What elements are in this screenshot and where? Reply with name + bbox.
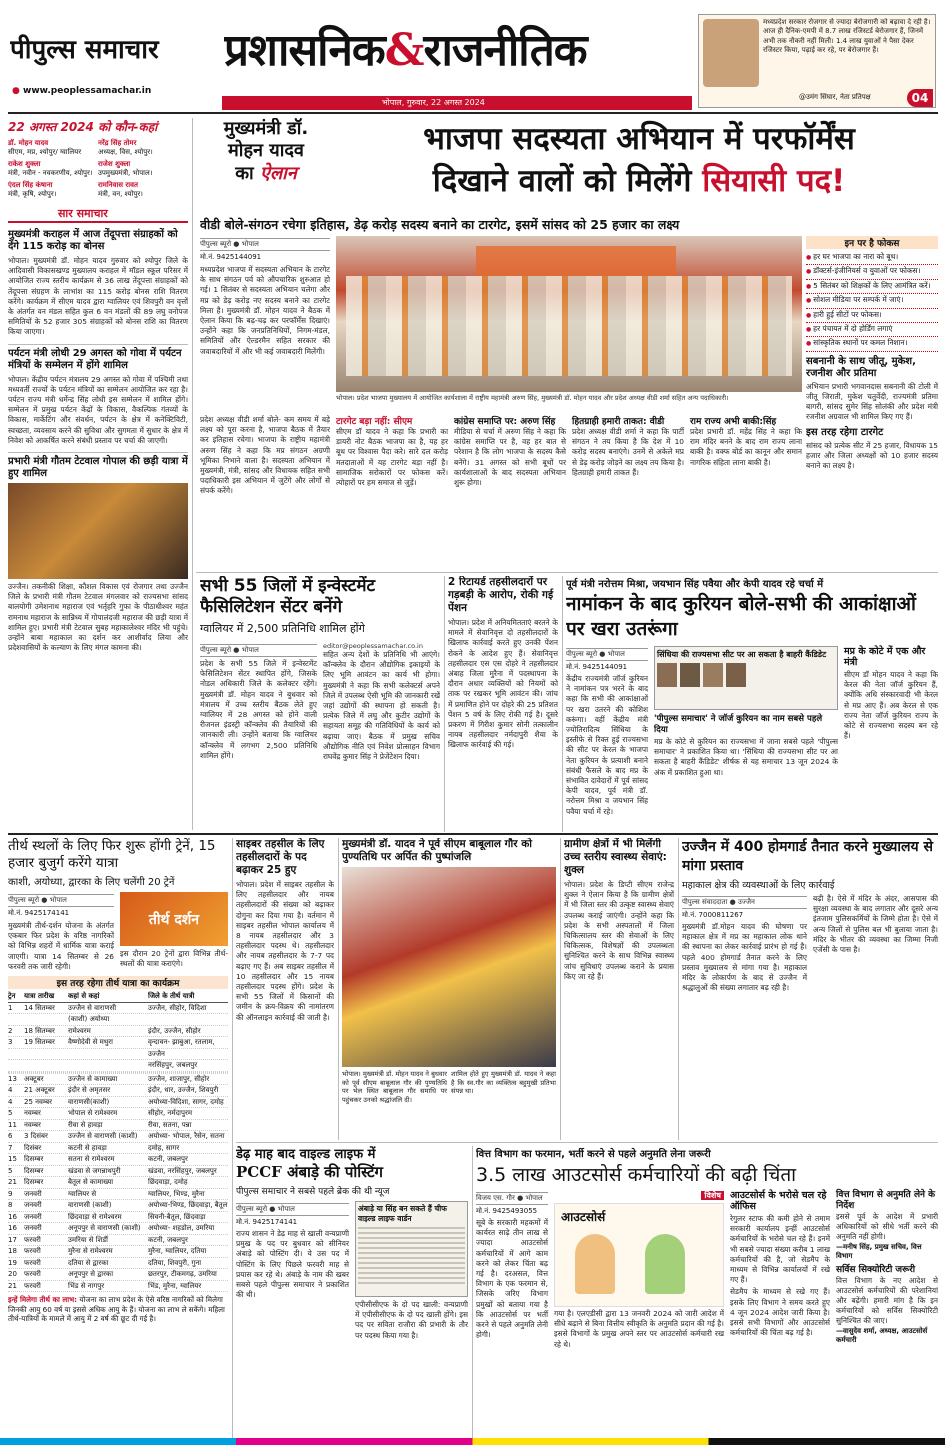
table-row [8, 1097, 228, 1109]
table-cell: रामेश्वरम [68, 1026, 91, 1035]
clip-photo [680, 663, 700, 687]
registration-strip [0, 1438, 945, 1445]
investment-story: सभी 55 जिलों में इन्वेस्टमेंट फैसिलिटेशन सेंटर बनेंगे ग्वालियर में 2,500 प्रतिनिधि शामिल होंगे पीपुल्स ब्यूरो ● भोपाल प्रदेश के सभी 55 जिले में इन्वेस्टमेंट फेसिलिटेशन सेंटर स्थापित होंगे, जिसके नोडल अधिकारी जिले के कलेक्टर रहेंगे। मुख्यमंत्री डॉ. मोहन यादव ने बुधवार को मंत्रालय में उच्च स्तरीय बैठक लेते हुए ग्वालियर में 28 अगस्त को होने वाली रीजनल इंडस्ट्री कॉन्क्लेव की तैयारियों की जानकारी ली। उन्होंने बताया कि ग्वालियर कॉन्क्लेव में लगभग 2,500 प्रतिनिधि शामिल होंगे। editor@peoplessamachar.co.in सहित अन्य देशों के प्रतिनिधि भी आएंगे। कॉन्क्लेव के दौरान औद्योगिक इकाइयों के लिए भूमि आवंटन का कार्य भी होगा। मुख्यमंत्री ने कहा कि सभी कलेक्टर्स अपने जिले में उपलब्ध ऐसी भूमि की जानकारी रखें जहां उद्योगों की स्थापना हो सकती है। प्रत्येक जिले में लघु और कुटीर उद्योगों के सहायता समूह की गतिविधियों के कार्य को बढ़ाया जाए। बैठक में प्रमुख सचिव औद्योगिक नीति एवं निवेश प्रोत्साहन विभाग राघवेंद्र कुमार सिंह ने प्रेजेंटेशन दिया। [200, 576, 440, 762]
table-cell: फरवरी [24, 1235, 41, 1244]
news-1-body: भोपाल। मुख्यमंत्री डॉ. मोहन यादव गुरुवार को श्योपुर जिले के आदिवासी विकासखण्ड मुख्यालय कराहल में मॉडल स्कूल परिसर में आयोजित राज्य स्तरीय कार्यक्रम से 36 लाख तेंदूपत्ता संग्राहकों को तेंदूपत्ता संग्रहण के लाभांश का 115 करोड़ बोनस राशि वितरण करेंगे। कार्यक्रम में सीएम यादव द्वारा ग्वालियर एवं शिवपुरी वन वृत्तों के अंतर्गत वन मंडल सहित कुल 6 वन मंडलों की 89 लघु वनोपज समितियों के 52 हजार 305 संग्राहकों को बोनस राशि का वितरण किया जाएगा। [8, 256, 188, 337]
column-divider [232, 838, 233, 1438]
investment-subhead: ग्वालियर में 2,500 प्रतिनिधि शामिल होंगे [200, 622, 365, 635]
table-cell [8, 1014, 24, 1025]
table-cell: छिंदवाड़ा से रामेश्वरम [68, 1212, 122, 1221]
target-body: सांसद को प्रत्येक सीट में 25 हजार, विधायक 15 हजार और जिला अध्यक्षों को 10 हजार सदस्य बनाने का लक्ष्य है। [806, 440, 938, 471]
table-row [8, 1014, 228, 1026]
table-cell: 11 [8, 1120, 17, 1129]
tirth-rows [8, 1003, 228, 1293]
lead-subhead: वीडी बोले-संगठन रचेगा इतिहास, डेढ़ करोड़ सदस्य बनाने का टारगेट, इसमें सांसद को 25 हजार का लक्ष्य [200, 217, 680, 232]
gramin-headline[interactable]: ग्रामीण क्षेत्रों में भी मिलेंगी उच्च स्तरीय स्वास्थ्य सेवाएं: शुक्ल [564, 838, 667, 876]
table-cell: 4 [8, 1086, 13, 1095]
table-cell: अक्टूबर [24, 1074, 44, 1083]
tirth-table-title: इस तरह रहेगा तीर्थ यात्रा का कार्यक्रम [8, 976, 228, 989]
table-cell: 13 [8, 1074, 17, 1083]
quote-box [698, 14, 936, 108]
table-cell: ग्वालियर, भिण्ड, मुरैना [148, 1189, 205, 1198]
table-cell: नरसिंहपुर, जबलपुर [148, 1061, 198, 1070]
schedule-item: डॉ. मोहन यादव सीएम, मप्र, श्योपुर/ ग्वालियर [8, 139, 82, 156]
pccf-story: डेढ़ माह बाद वाइल्ड लाइफ में PCCF अंबाड़े की पोस्टिंग पीपुल्स समाचार ने सबसे पहले ब्रेक की थी न्यूज पीपुल्स ब्यूरो ● भोपाल मो.नं. 9425174141 राज्य शासन ने डेढ़ माह से खाली वन्यप्राणी प्रमुख के पद पर बुधवार को सीनियर अंबाड़े को पोस्टिंग दी। ये उस पद में पोस्टिंग के लिए पिछले फरवरी माह से प्रयास कर रहे थे। अंबाड़े के नाम की खबर सबसे पहले पीपुल्स समाचार ने प्रकाशित की थी। अंबाड़े या सिंह बन सकते हैं चीफ वाइल्ड लाइफ वार्डन एपीसीसीएफ के दो पद खाली: वन्यप्राणी में एपीसीसीएफ के दो पद खाली होंगे। इस पद पर सविता राजौरा की प्रभारी के तौर पर पदस्थ किया गया है। [236, 1147, 468, 1340]
table-row [8, 1177, 228, 1189]
pushpanjali-headline[interactable]: मुख्यमंत्री डॉ. यादव ने पूर्व सीएम बाबूलाल गौर को पुण्यतिथि पर अर्पित की पुष्पांजलि [342, 838, 533, 863]
outsource-cartoon: आउटसोर्स [554, 1203, 724, 1307]
schedule-item: रामनिवास रावत मंत्री, वन, श्योपुर। [98, 181, 143, 198]
pccf-clipping: अंबाड़े या सिंह बन सकते हैं चीफ वाइल्ड लाइफ वार्डन [355, 1201, 468, 1297]
table-cell: इंदौर, उज्जैन, सीहोर [148, 1026, 201, 1035]
table-cell: वाराणसी (काशी) [68, 1201, 112, 1210]
outsource-kicker: वित्त विभाग का फरमान, भर्ती करने से पहले अनुमति लेना जरूरी [476, 1149, 711, 1160]
news-3-headline[interactable]: प्रभारी मंत्री गौतम टेटवाल गोपाल की छड़ी यात्रा में हुए शामिल [8, 452, 188, 480]
column-divider [192, 118, 193, 830]
ampersand: & [384, 25, 424, 76]
table-row [8, 1166, 228, 1178]
masthead-divider [8, 112, 938, 114]
kurian-headline[interactable]: नामांकन के बाद कुरियन बोले-सभी की आकांक्षाओं पर खरा उतरूंगा [566, 593, 916, 640]
table-cell: भोपाल से रामेश्वरम [68, 1109, 118, 1118]
cartoon-figure [575, 1234, 615, 1294]
column-divider [560, 838, 561, 1140]
focus-list: ● हर घर भाजपा का नारा को बूथ। ● डॉक्टर्स-इंजीनियर्स व युवाओं पर फोकस। ● 5 सितंबर को शिक्षकों के लिए आमंत्रित करें। ● सोशल मीडिया पर सम्पर्क में जाएं। ● हारी हुई सीटों पर फोकस। ● हर पंचायत में दो होर्डिंग लगाएं ● सांस्कृतिक स्थानों पर कमल निशान। [806, 251, 938, 352]
table-cell: नवम्बर [24, 1109, 41, 1118]
vishesh-badge: विशेष [554, 1190, 724, 1201]
table-row [8, 1108, 228, 1120]
column-divider [444, 576, 445, 832]
lead-bottom-rule [196, 572, 938, 573]
tirth-subhead: काशी, अयोध्या, द्वारका के लिए चलेंगी 20 ट्रेनें [8, 877, 175, 888]
table-cell: फरवरी [24, 1281, 41, 1290]
news-3-body: उज्जैन। तकनीकी शिक्षा, कौशल विकास एवं रोजगार तथा उज्जैन जिले के प्रभारी मंत्री गौतम टेटवाल मंगलवार को राज्यसभा सांसद बालयोगी उमेशनाथ महाराज एवं भर्तृहरि गुफा के पीठाधीश्वर महंत रामनाथ महाराज के सान्निध्य में गोपालंदजी महाराज की छड़ी यात्रा में शामिल हुए। प्रभारी मंत्री टेटवाल सुबह महाकालेश्वर मंदिर भी पहुंचे। उन्होंने बाबा महाकाल का दर्शन कर आशीर्वाद लिया और प्रदेशवासियों के कल्याण के लिए मंगल कामना की। [8, 582, 188, 653]
tirth-table [8, 991, 228, 1292]
pushpanjali-photo [342, 867, 556, 1067]
table-cell: उमरिया से शिर्डी [68, 1235, 108, 1244]
cyber-body: भोपाल। प्रदेश में साइबर तहसील के लिए तहसीलदार और नायब तहसीलदारों की संख्या को बढ़ाकर दोगुना कर दिया गया है। वर्तमान में साइबर तहसील भोपाल कार्यालय में 8 नायब तहसीलदार और 3 तहसीलदार पदस्थ थे। तहसीलदार और नायब तहसीलदार के 7-7 पद बढ़ाए गए हैं। अब साइबर तहसील में 10 तहसीलदार और 15 नायब तहसीलदार पदस्थ होंगे। प्रदेश के सभी 55 जिलों में किसानों की जमीन के क्रय-विक्रय की नामांतरण की ऑनलाइन कार्रवाई की जाती है। [236, 880, 334, 1022]
table-cell: जनवरी [24, 1212, 42, 1221]
table-cell [24, 1014, 68, 1025]
table-cell: अयोध्या-भिण्ड, छिंदवाड़ा, बैतूल [148, 1201, 228, 1210]
people-row [346, 276, 792, 376]
table-row [8, 1246, 228, 1258]
table-cell: 18 [8, 1247, 17, 1256]
focus-title: इन पर है फोकस [806, 236, 938, 249]
table-cell: 2 [8, 1026, 13, 1035]
table-cell: 15 [8, 1155, 17, 1164]
table-cell: नवम्बर [24, 1120, 41, 1129]
schedule-item: राकेश शुक्ला मंत्री, नवीन - नवकरणीय, श्योपुर। [8, 160, 93, 177]
table-cell: 17 [8, 1235, 17, 1244]
pension-headline[interactable]: 2 रिटायर्ड तहसीलदारों पर गड़बड़ी के आरोप, रोकी गई पेंशन [448, 576, 554, 614]
section-title: प्रशासनिक&राजनीतिक [224, 25, 587, 76]
table-cell: उज्जैन [148, 1049, 165, 1058]
subcol-congress: कांग्रेस समाप्ति पर: अरुण सिंह मीडिया से चर्चा में अरुण सिंह ने कहा कि कांग्रेस समाप्ति पर है, वह हर बात से परेशान है कि लोग भाजपा के सदस्य कैसे बनेंगे। 31 अगस्त को सभी बूथों पर कार्यशालाओं के बाद सदस्यता अभियान शुरू होगा। [454, 417, 566, 488]
table-row [8, 1281, 228, 1293]
column-divider [472, 1146, 473, 1438]
table-cell: अयोध्या- शहडोल, उमरिया [148, 1224, 215, 1233]
table-row [8, 1085, 228, 1097]
table-cell: उज्जैन से वाराणसी [68, 1003, 117, 1012]
table-row [8, 1143, 228, 1155]
schedule-grid [8, 139, 188, 202]
gramin-story [564, 838, 674, 1140]
kurian-clipping: सिंधिया की राज्यसभा सीट पर आ सकता है बाहरी कैंडिडेट [654, 646, 838, 710]
ujjain-story: उज्जैन में 400 होमगार्ड तैनात करने मुख्यालय से मांगा प्रस्ताव महाकाल क्षेत्र की व्यवस्थाओं के लिए कार्रवाई पीपुल्स संवाददाता ● उज्जैन मो.नं. 7000811267 मुख्यमंत्री डॉ.मोहन यादव की घोषणा पर महाकाल क्षेत्र में मप्र का महाकाल लोक थाने की स्थापना का लेकर कार्रवाई प्रारंभ हो गई है। पहले 400 होमगार्ड तैनात करने के लिए प्रस्ताव मुख्यालय से मांगा गया है। महाकाल मंदिर के लोकार्पण के बाद से उज्जैन में श्रद्धालुओं की संख्या लगातार बढ़ रही है। बढ़ी है। ऐसे में मंदिर के अंदर, आसपास की सुरक्षा व्यवस्था के बाद लगातार और दूसरे अन्य इंतजाम पुलिसकर्मियों के जिम्मे होता है। ऐसे में अन्य जिलों से पुलिस बल भी बुलाया जाता है। मंदिर के भीतर की व्यवस्था का जिम्मा निजी एजेंसी के पास है। [682, 839, 938, 993]
lead-body-2b: प्रदेश अध्यक्ष वीडी शर्मा बोले- कम समय में बड़े लक्ष्य को पूरा करना है, भाजपा बैठक में तैयार कर इतिहास रचेगा। भाजपा के राष्ट्रीय महामंत्री अरुण सिंह ने कहा कि मप्र संगठन अग्रणी भूमिका निभाने वाला है। सदस्यता अभियान में मुख्यमंत्री, मंत्री, सांसद और विधायक सहित सभी पदाधिकारी इस अभियान में जुटेंगे और लोगों से संपर्क करेंगे। [200, 415, 330, 496]
pension-body: भोपाल। प्रदेश में अनियमितताएं बरतने के मामले में सेवानिवृत्त दो तहसीलदारों के खिलाफ कार्रवाई करते हुए उनकी पेंशन रोकने के आदेश हुए हैं। सेवानिवृत्त तहसीलदार एस एस दोहरे ने तहसीलदार अंबाह जिला मुरैना में पदस्थापना के दौरान अधार व्यक्तियों को नियमों को ताक पर रखकर भूमि आवंटन की। जांच में प्रमाणित होने पर दोहरे की 25 प्रतिशत पेंशन 5 वर्ष के लिए रोकी गई है। दूसरे प्रकरण में गिरीश कुमार सोनी तत्कालीन नायब तहसीलदार नर्मदापुरी शैया के खिलाफ कार्रवाई की गई। [448, 618, 558, 750]
table-row [8, 1154, 228, 1166]
left-column [8, 118, 188, 830]
cyber-headline[interactable]: साइबर तहसील के लिए तहसीलदारों के पद बढ़ाकर 25 हुए [236, 838, 325, 876]
table-cell: सिवनी-बैतूल, छिंदवाड़ा [148, 1212, 206, 1221]
investment-headline[interactable]: सभी 55 जिलों में इन्वेस्टमेंट फैसिलिटेशन सेंटर बनेंगे [200, 576, 376, 617]
table-row [8, 1212, 228, 1224]
schedule-title: 22 अगस्त 2024 को कौन-कहां [8, 120, 158, 134]
target-headline: इस तरह रहेगा टारगेट [806, 426, 884, 438]
table-cell: दिसम्बर [24, 1178, 44, 1187]
table-header: ट्रेन यात्रा तारीख कहां से कहां जिले के तीर्थ यात्री [8, 991, 228, 1003]
table-cell: छतरपुर, टीकमगढ़, उमरिया [148, 1270, 217, 1279]
lead-photo [336, 236, 802, 392]
table-cell: जनवरी [24, 1224, 42, 1233]
cartoon-figure [645, 1234, 685, 1294]
news-2-body: भोपाल। केंद्रीय पर्यटन मंत्रालय 29 अगस्त को गोवा में पश्चिमी तथा मध्यवर्ती राज्यों के पर्यटन मंत्रियों का सम्मेलन आयोजित कर रहा है। पर्यटन राज्य मंत्री धर्मेन्द्र सिंह लोधी इस सम्मेलन में शामिल होंगे। सम्मेलन में प्रमुख पर्यटन केंद्रों के विकास, वैकल्पिक गंतव्यों के विकास, मार्केटिंग और संवर्धन, पर्यटन के क्षेत्र में कनेक्टिविटी, स्वच्छता, व्यवसाय करने की सुविधा और सुगमता में सुधार के क्षेत्र में निवेश को आकर्षित करने संबंधी प्रस्ताव पर चर्चा की जाएगी। [8, 374, 188, 445]
saar-title: सार समाचार [8, 206, 188, 223]
table-row [8, 1026, 228, 1038]
tirth-darshan-logo: तीर्थ दर्शन [120, 892, 228, 946]
table-cell: 21 [8, 1281, 17, 1290]
focus-box [806, 236, 938, 570]
table-cell: मुरैना से रामेश्वरम [68, 1247, 113, 1256]
news-1-headline[interactable]: मुख्यमंत्री कराहल में आज तेंदूपत्ता संग्राहकों को देंगे 115 करोड़ का बोनस [8, 229, 178, 252]
table-cell [148, 1014, 228, 1025]
table-cell: ग्वालियर से [68, 1189, 97, 1198]
table-cell: दिसंबर [24, 1143, 42, 1152]
table-cell [8, 1049, 24, 1060]
lead-body-1: मध्यप्रदेश भाजपा में सदस्यता अभियान के टारगेट के साथ संगठन पर्व को औपचारिक शुरुआत हो गई। 1 सितंबर से सदस्यता अभियान चलेगा और मप्र को डेढ़ करोड़ नए सदस्य बनाने का टारगेट मिला है। मुख्यमंत्री डॉ. मोहन यादव ने बैठक में ऐलान किया कि बढ़-चढ़ कर परफॉर्मेंस दिखाएं। उन्होंने कहा कि जनप्रतिनिधियों, निगम-मंडल, समितियों और ऐल्डरमैन सहित सरकार की जवाबदारियों में और भी कई जवाबदारी मिलेंगी। [200, 265, 330, 356]
table-cell: फरवरी [24, 1247, 41, 1256]
table-cell: 21 [8, 1178, 17, 1187]
table-cell: 19 सितम्बर [24, 1038, 55, 1047]
table-row [8, 1258, 228, 1270]
tirth-headline[interactable]: तीर्थ स्थलों के लिए फिर शुरू होंगी ट्रेनें, 15 हजार बुजुर्ग करेंगे यात्रा [8, 838, 216, 871]
table-cell: 16 [8, 1212, 17, 1221]
table-cell: कटनी, जबलपुर [148, 1155, 188, 1164]
table-cell: सीहोर, नर्मदापुरम [148, 1109, 193, 1118]
table-row [8, 1060, 228, 1072]
column-divider [678, 838, 679, 1140]
section-rule [236, 1142, 938, 1143]
lead-kicker: मुख्यमंत्री डॉ. मोहन यादव का ऐलान [223, 118, 309, 184]
website[interactable]: ● www.peoplessamachar.in [12, 86, 152, 96]
table-cell: उज्जैन, शाजापुर, सीहोर [148, 1074, 210, 1083]
author-photo [703, 19, 759, 87]
table-cell [68, 1049, 148, 1060]
schedule-item: एंदल सिंह कंषाना मंत्री, कृषि, श्योपुर। [8, 181, 57, 198]
table-row [8, 1269, 228, 1281]
table-cell: उज्जैन, सीहोर, विदिशा [148, 1003, 207, 1012]
column-divider [562, 576, 563, 832]
table-cell: अनूपपुर से वाराणसी (काशी) [68, 1224, 141, 1233]
column-divider [338, 838, 339, 1140]
stage-banner [476, 246, 676, 276]
outsource-story: वित्त विभाग का फरमान, भर्ती करने से पहले अनुमति लेना जरूरी 3.5 लाख आउटसोर्स कर्मचारियों की बढ़ी चिंता विजय एस. गौर ● भोपाल मो.नं. 9425493055 सूबे के सरकारी महकमों में कार्यरत साढ़े तीन लाख से ज्यादा आउटसोर्स कर्मचारियों में आगे काम करने को लेकर चिंता बढ़ गई है। दरअसल, वित्त विभाग के एक फरमान से, जिसके जरिए विभाग प्रमुखों को बताया गया है कि आउटसोर्स पर भर्ती करने से पहले अनुमति लेनी होगी। विशेष आउटसोर्स गया है। एलएडीसी द्वारा 13 जनवरी 2024 को जारी आदेश में सीधे बढ़ाने से बिना वित्तीय स्वीकृति के अनुमति प्रदान की गई है। इससे विभागों के प्रमुख अपने स्तर पर आउटसोर्स कर्मचारी रख रहे थे। आउटसोर्स के भरोसे चल रहे ऑफिस रेगुलर स्टाफ की कमी होने से तमाम सरकारी कार्यालय इन्हीं आउटसोर्स कर्मचारियों के भरोसे चल रहे हैं। इनमें भी सबसे ज्यादा संख्या करीब 1 लाख कर्मचारियों की है, जो सेडमैप के माध्यम से विभिन्न कार्यालयों में रखे गए हैं। सेडमैप के माध्यम से रखे गए हैं। इसके लिए विभाग ने समय करते हुए 4 जून 2024 आदेश जारी किया है। इससे सभी विभागों और आउटसोर्स कर्मचारियों की चिंता बढ़ गई है। वित्त विभाग से अनुमति लेने के निर्देश इससे पूर्व के आदेश में प्रभारी अधिकारियों को सीधे भर्ती करने की अनुमति नहीं होगी। —मनीष सिंह, प्रमुख सचिव, वित्त विभाग सर्विस सिक्योरिटी जरूरी वित्त विभाग के नए आदेश से आउटसोर्स कर्मचारियों की परेशानियां और बढ़ेंगी। हमारी मांग है कि इन कर्मचारियों को सर्विस सिक्योरिटी सुनिश्चित की जाए। —वासुदेव शर्मा, अध्यक्ष, आउटसोर्स कर्मचारी [476, 1146, 938, 1438]
table-cell: वृन्दावन- झाबुआ, रतलाम, [148, 1038, 215, 1047]
team-headline: सबनानी के साथ जीतू, मुकेश, रजनीश और प्रतिमा [806, 355, 916, 379]
table-cell: अयोध्या- भोपाल, रैसेन, सतना [148, 1132, 225, 1141]
table-cell: दतिया से द्वारका [68, 1258, 109, 1267]
table-cell: 5 [8, 1109, 13, 1118]
quote-text: मध्यप्रदेश सरकार रोजगार से ज्यादा बेरोजगारी को बढ़ावा दे रही है। आज ही दैनिक-एमपी में 8.7 लाख रजिस्टर्ड बेरोजगार हैं, जिनमें अभी तक नौकरी नहीं मिली। 1.4 लाख युवाओं ने पैसा देकर रजिस्टर किया, पढ़ाई कर रहे, पर बेरोजगार हैं। [763, 18, 931, 55]
table-row [8, 1074, 228, 1086]
news-3-photo [8, 483, 188, 579]
table-cell: दतिया, शिवपुरी, गुना [148, 1258, 202, 1267]
outsource-headline[interactable]: 3.5 लाख आउटसोर्स कर्मचारियों की बढ़ी चिंता [476, 1164, 797, 1186]
table-row [8, 1120, 228, 1132]
clip-photo [703, 663, 723, 687]
table-row [8, 1235, 228, 1247]
table-row [8, 1049, 228, 1061]
clip-photo [657, 663, 677, 687]
table-cell: रीवा से हावड़ा [68, 1120, 103, 1129]
table-row [8, 1200, 228, 1212]
table-cell: 20 [8, 1270, 17, 1279]
tirth-footnote: इन्हें मिलेगा तीर्थ का लाभ: योजना का लाभ प्रदेश के ऐसे वरिष्ठ नागरिकों को मिलेगा जिनकी आयु 60 वर्ष या इससे अधिक आयु के हैं। योजना का लाभ ले सकेंगे। महिला तीर्थ-यात्रियों के मामले में आयु में 2 वर्ष की छूट दी गई है। [8, 1295, 225, 1324]
table-cell: जनवरी [24, 1201, 42, 1210]
schedule-item: नरेंद्र सिंह तोमर अध्यक्ष, विस, श्योपुर। [98, 139, 153, 156]
table-cell: 9 [8, 1189, 13, 1198]
dateline: भोपाल, गुरुवार, 22 अगस्त 2024 [382, 98, 485, 107]
gramin-body: भोपाल। प्रदेश के डिप्टी सीएम राजेन्द्र शुक्ल ने ऐलान किया है कि ग्रामीण क्षेत्रों में भी जिला स्तर की उत्कृष्ट स्वास्थ्य सेवाएं उपलब्ध कराई जाएंगी। उन्होंने कहा कि प्रदेश के सभी अस्पतालों में जिला चिकित्सालय स्तर की सेवाओं के लिए चिकित्सक, विशेषज्ञों की उपलब्धता सुनिश्चित करने के साथ विभिन्न स्वास्थ्य जांच सुविधाएं उपलब्ध कराने के प्रयास किए जा रहे हैं। [564, 880, 674, 981]
table-cell [24, 1049, 68, 1060]
section-rule [8, 833, 938, 835]
ujjain-subhead: महाकाल क्षेत्र की व्यवस्थाओं के लिए कार्रवाई [682, 880, 835, 891]
table-cell: 21 अक्टूबर [24, 1086, 55, 1095]
table-row [8, 1037, 228, 1049]
clip-photo [726, 663, 746, 687]
table-cell: अनूपपुर से द्वारका [68, 1270, 114, 1279]
table-cell: सतना से रामेश्वरम [68, 1155, 115, 1164]
table-cell: 25 नवम्बर [24, 1097, 53, 1106]
table-cell: 14 सितम्बर [24, 1003, 55, 1012]
table-cell: भिंड, मुरैना, ग्वालियर [148, 1281, 202, 1290]
logo[interactable]: पीपुल्स समाचार [10, 35, 159, 65]
table-cell: उज्जैन से कामाख्या [68, 1074, 118, 1083]
pushpanjali-story: मुख्यमंत्री डॉ. यादव ने पूर्व सीएम बाबूलाल गौर को पुण्यतिथि पर अर्पित की पुष्पांजलि भोपाल। मुख्यमंत्री डॉ. मोहन यादव ने बुधवार को पूर्व सीएम बाबूलाल गौर की पुण्यतिथि पर भेल स्थित बाबूलाल गौर समाधि पर पहुंचकर उनको श्रद्धांजलि दी। शामिल होते हुए मुख्यमंत्री डॉ. यादव ने कहा है कि स्व.गौर का व्यक्तित्व बहुमुखी प्रतिभा संपन्न था। [342, 838, 556, 1104]
table-cell: भिंड से नागपुर [68, 1281, 105, 1290]
table-cell: छिंदवाड़ा, दमोह [148, 1178, 188, 1187]
subcol-ram: राम राज्य अभी बाकी:सिंह प्रदेश प्रभारी डॉ. महेंद्र सिंह ने कहा कि राम मंदिर बनने के बाद राम राज्य लाना बाकी है। वक्फ बोर्ड का कानून और समान नागरिक संहिता लाना बाकी है। [690, 417, 802, 467]
tirth-story: तीर्थ स्थलों के लिए फिर शुरू होंगी ट्रेनें, 15 हजार बुजुर्ग करेंगे यात्रा काशी, अयोध्या, द्वारका के लिए चलेंगी 20 ट्रेनें पीपुल्स ब्यूरो ● भोपाल मो.नं. 9425174141 मुख्यमंत्री तीर्थ-दर्शन योजना के अंतर्गत एकबार फिर प्रदेश के वरिष्ठ नागरिकों को विभिन्न शहरों में धार्मिक यात्रा कराई जाएगी। यात्रा 14 सितम्बर से 26 फरवरी तक जारी रहेगी। तीर्थ दर्शन इस दौरान 20 ट्रेनों द्वारा विभिन्न तीर्थ-स्थलों की यात्रा कराएंगे। इस तरह रहेगा तीर्थ यात्रा का कार्यक्रम ट्रेन यात्रा तारीख कहां से कहां जिले के तीर्थ यात्री 1 14 सितम्बर उज्जैन से वाराणसी उज्जैन, सीहोर, विदिशा (काशी) अयोध्या 2 18 सितम्बर रामेश्वरम इंदौर, उज्जैन, सीहोर 3 19 सितम्बर वैष्णोदेवी से मथुरा वृन्दावन- झाबुआ, रतलाम, उज्जैन नरसिंहपुर, जबलपुर 13 अक्टूबर उज्जैन से कामाख्या उज्जैन, शाजापुर, सीहोर 4 21 अक्टूबर इंदौर से अमृतसर इंदौर, धार, उज्जैन, शिवपुरी 4 25 नवम्बर वाराणसी(काशी) अयोध्या-विदिशा, सागर, दमोह 5 नवम्बर भोपाल से रामेश्वरम सीहोर, नर्मदापुरम 11 नवम्बर रीवा से हावड़ा रीवा, सतना, पन्ना 6 3 दिसंबर उज्जैन से वाराणसी (काशी) अयोध्या- भोपाल, रैसेन, सतना 7 दिसंबर कटनी से हावड़ा दमोह, सागर 15 दिसम्बर सतना से रामेश्वरम कटनी, जबलपुर 5 दिसम्बर खंडवा से जगन्नाथपुरी खंडवा, नरसिंहपुर, जबलपुर 21 दिसम्बर बैतूल से कामाख्या छिंदवाड़ा, दमोह 9 जनवरी ग्वालियर से ग्वालियर, भिण्ड, मुरैना 8 जनवरी वाराणसी (काशी) अयोध्या-भिण्ड, छिंदवाड़ा, बैतूल 16 जनवरी छिंदवाड़ा से रामेश्वरम सिवनी-बैतूल, छिंदवाड़ा 16 जनवरी अनूपपुर से वाराणसी (काशी) अयोध्या- शहडोल, उमरिया 17 फरवरी उमरिया से शिर्डी कटनी, जबलपुर 18 फरवरी मुरैना से रामेश्वरम मुरैना, ग्वालियर, दतिया 19 फरवरी दतिया से द्वारका दतिया, शिवपुरी, गुना 20 फरवरी अनूपपुर से द्वारका छतरपुर, टीकमगढ़, उमरिया 21 फरवरी भिंड से नागपुर भिंड, मुरैना, ग्वालियर इन्हें मिलेगा तीर्थ का लाभ: योजना का लाभ प्रदेश के ऐसे वरिष्ठ नागरिकों को मिलेगा जिनकी आयु 60 वर्ष या इससे अधिक आयु के हैं। योजना का लाभ ले सकेंगे। महिला तीर्थ-यात्रियों के मामले में आयु में 2 वर्ष की छूट दी गई है। [8, 838, 228, 1324]
subcol-vd: हितग्राही हमारी ताकत: वीडी प्रदेश अध्यक्ष वीडी शर्मा ने कहा कि पार्टी संगठन ने तय किया है कि देश में 10 करोड़ सदस्य बनाएंगे। उनमें से अकेले मप्र से डेढ़ करोड़ जोड़ने का लक्ष्य तय किया है। हितग्राही हमारी ताकत हैं। [572, 417, 684, 477]
table-cell: 3 दिसंबर [24, 1132, 48, 1141]
subcol-cm: टारगेट बड़ा नहीं: सीएम सीएम डॉ यादव ने कहा कि प्रभारी का डायरी नोट बैठक भाजपा का है, यह हर बूथ पर विश्वास पैदा करे। सारे दल करोड़ मतदाताओं में यह टारगेट बड़ा नहीं है। सामाजिक सरोकारों पर फोकस करें। त्योहारों पर हम समाज से जुड़ें। [336, 417, 448, 488]
table-cell: इंदौर से अमृतसर [68, 1086, 111, 1095]
table-cell: 19 [8, 1258, 17, 1267]
table-cell [24, 1060, 68, 1071]
team-body: अभियान प्रभारी भगवानदास सबनानी की टोली में जीतू जिराती, मुकेश चतुर्वेदी, राज्यमंत्री प्रतिमा बागरी, सांसद सुमेर सिंह सोलंकी और प्रदेश मंत्री रजनीश अग्रवाल भी शामिल किए गए हैं। [806, 381, 938, 422]
table-cell: 8 [8, 1201, 13, 1210]
table-cell: 1 [8, 1003, 13, 1012]
table-cell: दिसम्बर [24, 1155, 44, 1164]
table-row [8, 1189, 228, 1201]
table-cell: कटनी से हावड़ा [68, 1143, 107, 1152]
table-cell: रीवा, सतना, पन्ना [148, 1120, 192, 1129]
table-cell: (काशी) अयोध्या [68, 1015, 110, 1024]
table-cell: कटनी, जबलपुर [148, 1235, 188, 1244]
lead-photo-caption: भोपाल। प्रदेश भाजपा मुख्यालय में आयोजित कार्यशाला में राष्ट्रीय महामंत्री अरुण सिंह, मुख्यमंत्री डॉ. मोहन यादव और प्रदेश अध्यक्ष वीडी शर्मा सहित अन्य पदाधिकारी। [336, 394, 729, 402]
page-number: 04 [907, 89, 933, 107]
quote-author: @उमंग सिंघार, नेता प्रतिपक्ष [799, 93, 871, 101]
lead-headline[interactable]: भाजपा सदस्यता अभियान में परफॉर्मेंस दिखाने वालों को मिलेंगे सियासी पद! [423, 121, 855, 199]
table-cell: वैष्णोदेवी से मथुरा [68, 1038, 113, 1047]
table-row [8, 1131, 228, 1143]
globe-icon: ● [12, 86, 23, 96]
table-row [8, 1003, 228, 1015]
table-cell: 3 [8, 1038, 13, 1047]
table-cell: 18 सितम्बर [24, 1026, 55, 1035]
table-cell: खंडवा, नरसिंहपुर, जबलपुर [148, 1166, 217, 1175]
ujjain-headline[interactable]: उज्जैन में 400 होमगार्ड तैनात करने मुख्यालय से मांगा प्रस्ताव [682, 839, 933, 874]
pension-story [448, 576, 558, 832]
table-cell: 4 [8, 1097, 13, 1106]
kurian-story: पूर्व मंत्री नरोत्तम मिश्रा, जयभान सिंह पवैया और केपी यादव रहे चर्चा में नामांकन के बाद कुरियन बोले-सभी की आकांक्षाओं पर खरा उतरूंगा पीपुल्स ब्यूरो ● भोपाल मो.नं. 9425144091 केंद्रीय राज्यमंत्री जॉर्ज कुरियन ने नामांकन पत्र भरने के बाद कहा कि सभी की आकांक्षाओं पर खरा उतरने की कोशिश करूंगा। वहीं केंद्रीय मंत्री ज्योतिरादित्य सिंधिया के इस्तीफे से रिक्त हुई राज्यसभा की सीट पर केरल के भाजपा नेता कुरियन के प्रत्याशी बनाने संबंधी फैसले के बाद मप्र के संभावित दावेदारों में पूर्व सांसद केपी यादव, पूर्व मंत्री डॉ. नरोत्तम मिश्रा व जयभान सिंह पवैया चर्चा में रहे। सिंधिया की राज्यसभा सीट पर आ सकता है बाहरी कैंडिडेट 'पीपुल्स समाचार' ने जॉर्ज कुरियन का नाम सबसे पहले दिया मप्र के कोटे से कुरियन का राज्यसभा में जाना सबसे पहले 'पीपुल्स समाचार' ने प्रकाशित किया था। 'सिंधिया की राज्यसभा सीट पर आ सकता है बाहरी कैंडिडेट' शीर्षक से यह समाचार 13 जून 2024 के अंक में प्रकाशित हुआ था। मप्र के कोटे में एक और मंत्री सीएम डॉ मोहन यादव ने कहा कि केरल की नेता जॉर्ज कुरियन हैं, क्योंकि अधि संस्कारवादी भी केरल से मप्र आए हैं। अब केरल से एक राज्य नेता जॉर्ज कुरियन राज्य के कोटे से राज्यसभा सदस्य बन रहे हैं। [566, 576, 938, 832]
table-row [8, 1223, 228, 1235]
dateline-bar [222, 96, 692, 110]
table-cell: खंडवा से जगन्नाथपुरी [68, 1166, 121, 1175]
table-cell: 5 [8, 1166, 13, 1175]
table-cell: इंदौर, धार, उज्जैन, शिवपुरी [148, 1086, 219, 1095]
table-cell: 6 [8, 1132, 13, 1141]
table-cell: अयोध्या-विदिशा, सागर, दमोह [148, 1097, 224, 1106]
schedule-item: राजेश शुक्ला उपमुख्यमंत्री, भोपाल। [98, 160, 153, 177]
table-cell [8, 1060, 24, 1071]
lead-subcols [336, 414, 802, 570]
table-cell: बैतूल से कामाख्या [68, 1178, 114, 1187]
table-cell: 16 [8, 1224, 17, 1233]
cyber-story [236, 838, 334, 1140]
table-cell: 7 [8, 1143, 13, 1152]
table-cell: दिसम्बर [24, 1166, 44, 1175]
table-cell: दमोह, सागर [148, 1143, 180, 1152]
table-cell: फरवरी [24, 1258, 41, 1267]
lead-byline: पीपुल्स ब्यूरो ● भोपाल मो.नं. 9425144091 [200, 236, 330, 262]
news-2-headline[interactable]: पर्यटन मंत्री लोधी 29 अगस्त को गोवा में पर्यटन मंत्रियों के सम्मेलन में होंगे शामिल [8, 344, 188, 372]
table-cell: उज्जैन से वाराणसी (काशी) [68, 1132, 138, 1141]
table-cell: मुरैना, ग्वालियर, दतिया [148, 1247, 207, 1256]
kurian-kicker: पूर्व मंत्री नरोत्तम मिश्रा, जयभान सिंह पवैया और केपी यादव रहे चर्चा में [566, 579, 824, 590]
masthead [0, 0, 945, 115]
table-cell: फरवरी [24, 1270, 41, 1279]
table-cell [68, 1060, 148, 1071]
table-cell: वाराणसी(काशी) [68, 1097, 110, 1106]
table-cell: जनवरी [24, 1189, 42, 1198]
